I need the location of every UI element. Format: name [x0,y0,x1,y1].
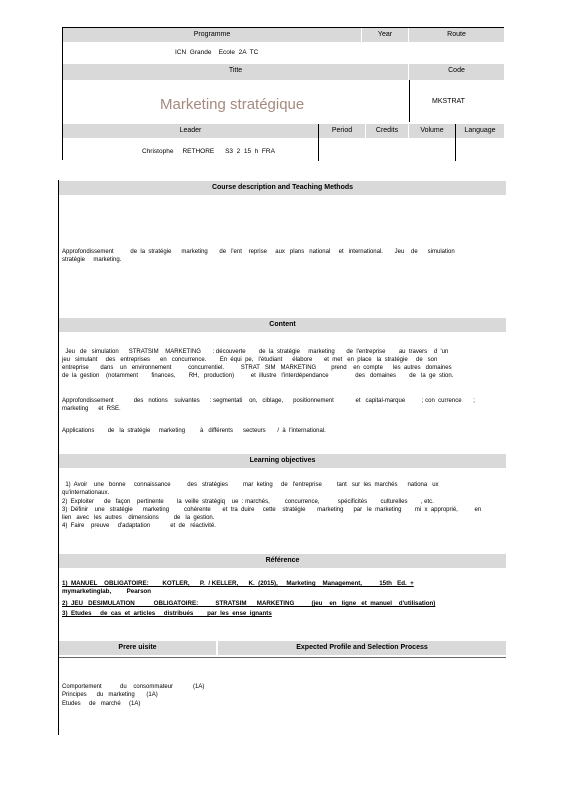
reference-item-1-cont: mymarketinglab, Pearson [62,588,152,595]
content-line: jeu simulant des entreprises en concurrence. En équi pe, l'étudiant élabore et met en place la stratégie de son [62,357,438,363]
credits-header-cell [366,124,408,138]
description-line-1: Approfondissement de la stratégie marketing de l'ent reprise aux plans national et international. Jeu de simulation [62,249,455,255]
prerequisite-line: Comportement du consommateur (1A) [62,684,205,690]
title-header-cell [63,64,408,80]
profile-heading [218,641,506,655]
language-label: Language [464,127,496,134]
prerequisite-line: Etudes de marché (1A) [62,701,141,707]
period-header-cell [319,124,365,138]
description-heading-text: Course description and Teaching Methods [211,184,354,191]
volume-header-cell [409,124,455,138]
leader-label: Leader [179,127,202,134]
code-label: Code [448,67,465,74]
content-line: de la gestion (notamment finances, RH, production) et illustre l'interdépendance des domaines de la ge stion. [62,373,454,379]
year-header-cell [362,28,408,42]
prerequisite-heading-text: Prere uisite [118,644,157,651]
language-header-cell [456,124,504,138]
code-header-cell [409,64,504,80]
objective-line: 1) Avoir une bonne connaissance des stratégies mar keting de l'entreprise tant sur les marchés nationa ux [62,482,439,488]
content-line: entreprise dans un environnement concurrentiel. STRAT SIM MARKETING prend en compte les autres domaines [62,365,452,371]
content-heading-text: Content [269,321,296,328]
prerequisite-line: Principes du marketing (1A) [62,692,158,698]
period-label: Period [331,127,353,134]
objectives-heading-text: Learning objectives [249,457,316,464]
profile-heading-text: Expected Profile and Selection Process [296,644,428,651]
year-label: Year [377,31,393,38]
content-line: Approfondissement des notions suivantes : segmentati on, ciblage, positionnement et capital-marque ; con currence ; [62,398,475,404]
objective-line: 3) Définir une stratégie marketing cohérente et tra duire cette stratégie marketing par le marketing mi x approprié, en [62,507,482,513]
content-line: marketing et RSE. [62,406,121,412]
volume-label: Volume [420,127,444,134]
credits-label: Credits [375,127,399,134]
route-header-cell [409,28,504,42]
reference-item-1: 1) MANUEL OBLIGATOIRE: KOTLER, P. / KELLER, K. (2015), Marketing Management, 15th Ed. + [62,580,414,587]
reference-heading [59,554,506,568]
objective-line: 2) Exploiter de façon pertinente la veille stratégiq ue : marchés, concurrence, spécificités culturelles , etc. [62,499,434,505]
reference-item-2: 2) JEU DESIMULATION OBLIGATOIRE: STRATSIM MARKETING (jeu en ligne et manuel d'utilisation) [62,600,436,607]
content-line: Jeu de simulation STRATSIM MARKETING : découverte de la stratégie marketing de l'entreprise au travers d 'un [62,349,449,355]
content-heading [59,318,506,332]
content-line: Applications de la stratégie marketing à différents secteurs / à l'international. [62,428,326,434]
route-label: Route [447,31,466,38]
course-title: Marketing stratégique [160,96,305,113]
objective-line: qu'internationaux. [62,490,110,496]
course-code: MKSTRAT [432,98,465,105]
leader-value: Christophe RETHORE S3 2 15 h FRA [142,148,275,155]
leader-header-cell [63,124,318,138]
objective-line: lien avec les autres dimensions de la gestion. [62,515,215,521]
description-heading [59,181,506,195]
programme-header-cell [63,28,361,42]
reference-item-3: 3) Etudes de cas et articles distribués par les ense ignants [62,610,272,617]
reference-heading-text: Référence [265,557,300,564]
programme-value: ICN Grande Ecole 2A TC [175,49,259,56]
description-line-2: stratégie marketing. [62,257,122,263]
prerequisite-heading [59,641,216,655]
title-label: Titte [228,67,243,74]
objectives-heading [59,454,506,468]
programme-label: Programme [193,31,231,38]
objective-line: 4) Faire preuve d'adaptation et de réactivité. [62,523,216,529]
